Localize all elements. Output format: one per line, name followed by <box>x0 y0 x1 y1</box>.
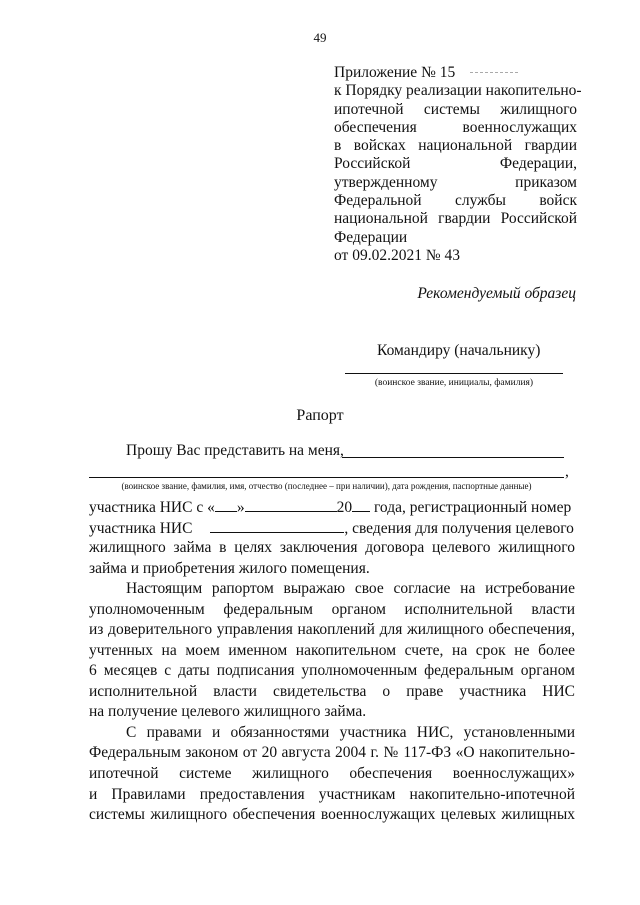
request-lead: Прошу Вас представить на меня, <box>126 442 344 459</box>
request-text: » <box>236 499 245 516</box>
request-text: 20 <box>336 499 353 516</box>
request-line-3: жилищного займа в целях заключения договора целевого жилищного <box>89 539 575 556</box>
month-blank <box>245 497 337 512</box>
appendix-line: утвержденному приказом <box>334 173 577 191</box>
request-text: года, регистрационный номер <box>373 499 572 516</box>
appendix-line: ипотечной системы жилищного <box>334 100 577 118</box>
appendix-line: в войсках национальной гвардии <box>334 137 577 155</box>
page-number: 49 <box>313 30 327 45</box>
appendix-line: Российской Федерации, <box>334 155 577 173</box>
request-line-4: займа и приобретения жилого помещения. <box>89 560 370 577</box>
consent-line: исполнительной власти свидетельства о праве участника НИС <box>89 683 575 700</box>
addressee-blank-line <box>345 373 563 374</box>
document-title: Рапорт <box>296 407 344 424</box>
consent-line: 6 месяцев с даты подписания уполномоченным федеральным органом <box>89 662 575 679</box>
addressee-label: Командиру (начальнику) <box>377 342 541 359</box>
appendix-header <box>334 64 582 265</box>
request-text: участника НИС с « <box>89 499 215 516</box>
recommended-sample-note: Рекомендуемый образец <box>417 285 576 302</box>
request-name-blank <box>342 457 564 458</box>
appendix-line: от 09.02.2021 № 43 <box>334 246 460 264</box>
consent-line: из доверительного управления накоплений для жилищного обеспечения, <box>89 621 575 638</box>
appendix-line: Приложение № 15 <box>334 64 456 81</box>
day-blank <box>215 497 237 512</box>
rights-line: системы жилищного обеспечения военнослужащих целевых жилищных <box>89 806 575 823</box>
consent-line: уполномоченным федеральным органом исполнительной власти <box>89 601 575 618</box>
appendix-line: к Порядку реализации накопительно- <box>334 82 582 100</box>
request-line-1 <box>89 497 575 517</box>
appendix-line: обеспечения военнослужащих <box>334 118 577 136</box>
request-text: участника НИС <box>89 520 193 537</box>
rights-line: С правами и обязанностями участника НИС, установленными <box>126 724 575 741</box>
addressee-caption: (воинское звание, инициалы, фамилия) <box>374 378 534 388</box>
consent-line: учтенных на моем именном накопительном счете, на срок не более <box>89 642 575 659</box>
request-trailing-comma: , <box>565 463 569 480</box>
request-details-caption: (воинское звание, фамилия, имя, отчество (последнее – при наличии), дата рождения, паспортные данные) <box>121 481 532 491</box>
request-details-blank <box>89 477 564 478</box>
rights-line: ипотечной системе жилищного обеспечения военнослужащих» <box>89 765 575 782</box>
consent-line: на получение целевого жилищного займа. <box>89 703 367 720</box>
request-line-2 <box>89 518 575 538</box>
registration-number-blank <box>210 518 344 533</box>
appendix-line: Федерации <box>334 228 408 246</box>
rights-line: и Правилами предоставления участникам накопительно-ипотечной <box>89 786 575 803</box>
appendix-line: Федеральной службы войск <box>334 192 577 210</box>
rights-line: Федеральным законом от 20 августа 2004 г. № 117-ФЗ «О накопительно- <box>89 744 575 761</box>
appendix-line: национальной гвардии Российской <box>334 210 577 228</box>
request-text: , сведения для получения целевого <box>344 520 574 537</box>
consent-line: Настоящим рапортом выражаю свое согласие на истребование <box>126 580 575 597</box>
year-blank <box>352 497 370 512</box>
